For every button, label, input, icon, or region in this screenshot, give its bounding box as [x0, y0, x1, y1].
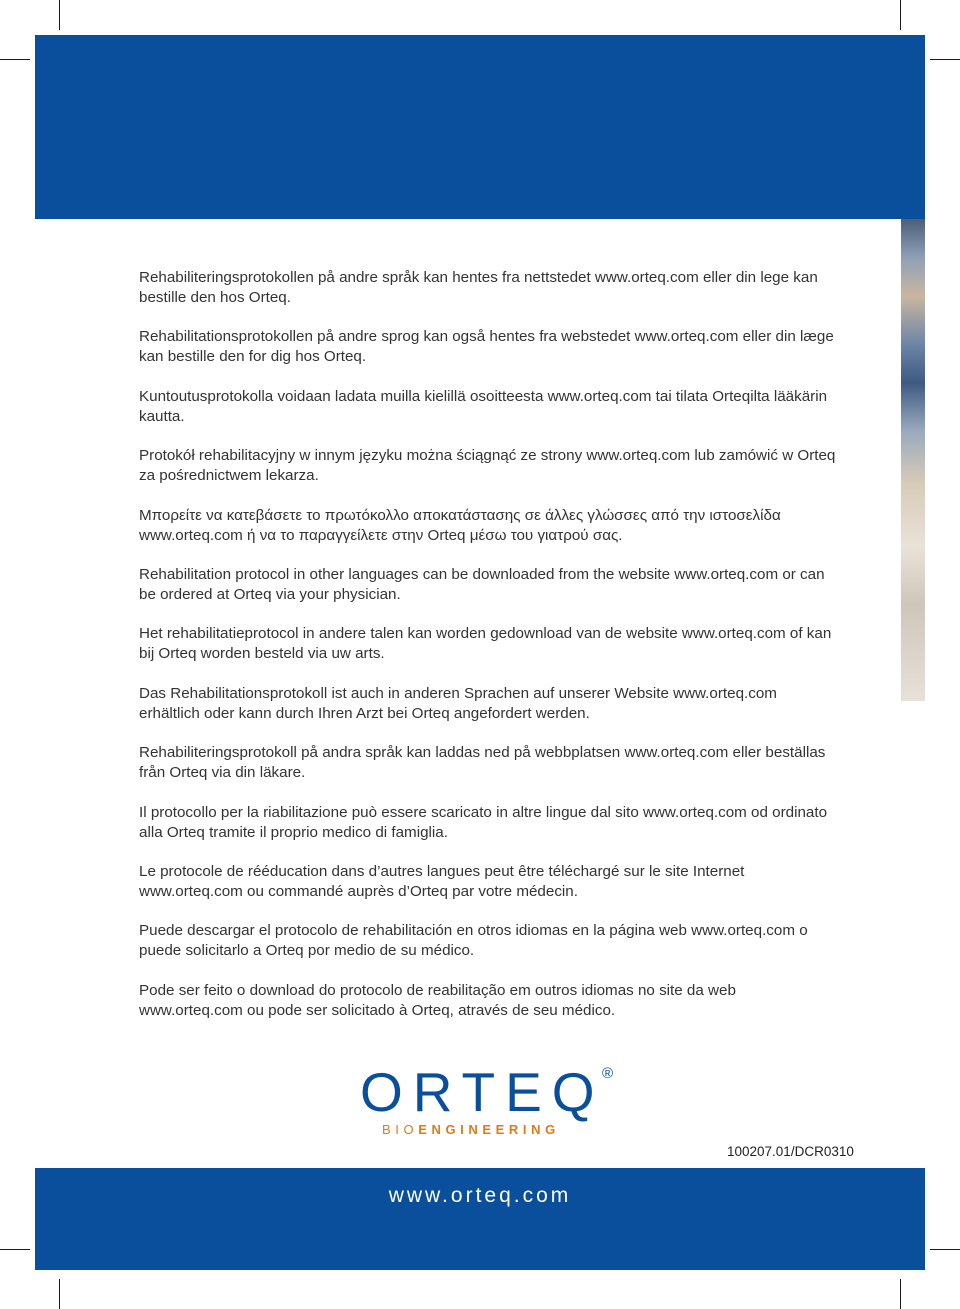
crop-mark — [930, 59, 960, 60]
notice-greek: Μπορείτε να κατεβάσετε το πρωτόκολλο αποκατάστασης σε άλλες γλώσσες από την ιστοσελίδα www.orteq.com ή να το παραγγείλετε στην Orteq μέσω του γιατρού σας. — [139, 506, 781, 544]
notice-swedish: Rehabiliteringsprotokoll på andra språk kan laddas ned på webbplatsen www.orteq.com eller beställas från Orteq via din läkare. — [139, 744, 826, 782]
logo-sub-engineering: ENGINEERING — [418, 1122, 560, 1137]
notice-english: Rehabilitation protocol in other languages can be downloaded from the website www.orteq.com or can be ordered at Orteq via your physician. — [139, 565, 825, 603]
registered-mark: ® — [602, 1065, 614, 1082]
top-blue-band — [35, 35, 925, 219]
crop-mark — [900, 0, 901, 30]
notice-portuguese: Pode ser feito o download do protocolo de reabilitação em outros idiomas no site da web www.orteq.com ou pode ser solicitado à Orteq, através de seu médico. — [139, 981, 736, 1019]
crop-mark — [59, 1279, 60, 1309]
notice-german: Das Rehabilitationsprotokoll ist auch in anderen Sprachen auf unserer Website www.orteq.com erhältlich oder kann durch Ihren Arzt bei Orteq angefordert werden. — [139, 684, 777, 722]
notice-spanish: Puede descargar el protocolo de rehabilitación en otros idiomas en la página web www.orteq.com o puede solicitarlo a Orteq por medio de su médico. — [139, 922, 808, 960]
crop-mark — [0, 1249, 30, 1250]
notice-danish: Rehabilitationsprotokollen på andre sprog kan også hentes fra webstedet www.orteq.com eller din læge kan bestille den for dig hos Orteq. — [139, 328, 834, 366]
crop-mark — [900, 1279, 901, 1309]
logo-wordmark: ORTEQ — [360, 1061, 605, 1123]
side-photo-strip — [901, 219, 925, 701]
notice-dutch: Het rehabilitatieprotocol in andere talen kan worden gedownload van de website www.orteq.com of kan bij Orteq worden besteld via uw arts. — [139, 625, 832, 663]
orteq-logo — [360, 1061, 620, 1140]
document-code: 100207.01/DCR0310 — [727, 1144, 854, 1159]
crop-mark — [930, 1249, 960, 1250]
notice-finnish: Kuntoutusprotokolla voidaan ladata muilla kielillä osoitteesta www.orteq.com tai tilata Orteqilta lääkärin kautta. — [139, 387, 828, 425]
logo-sub-bio: BIO — [382, 1122, 419, 1137]
crop-mark — [59, 0, 60, 30]
notice-norwegian: Rehabiliteringsprotokollen på andre språk kan hentes fra nettstedet www.orteq.com eller din lege kan bestille den hos Orteq. — [139, 269, 818, 306]
notice-polish: Protokół rehabilitacyjny w innym języku można ściągnąć ze strony www.orteq.com lub zamówić w Orteq za pośrednictwem lekarza. — [139, 447, 836, 485]
notice-italian: Il protocollo per la riabilitazione può essere scaricato in altre lingue dal sito www.orteq.com od ordinato alla Orteq tramite il proprio medico di famiglia. — [139, 803, 828, 841]
logo-subtitle — [382, 1122, 560, 1137]
language-notice-list — [139, 268, 839, 1040]
footer-website-link[interactable]: www.orteq.com — [388, 1184, 572, 1207]
crop-mark — [0, 59, 30, 60]
notice-french: Le protocole de rééducation dans d’autres langues peut être téléchargé sur le site Internet www.orteq.com ou commandé auprès d’Orteq par votre médecin. — [139, 862, 745, 900]
